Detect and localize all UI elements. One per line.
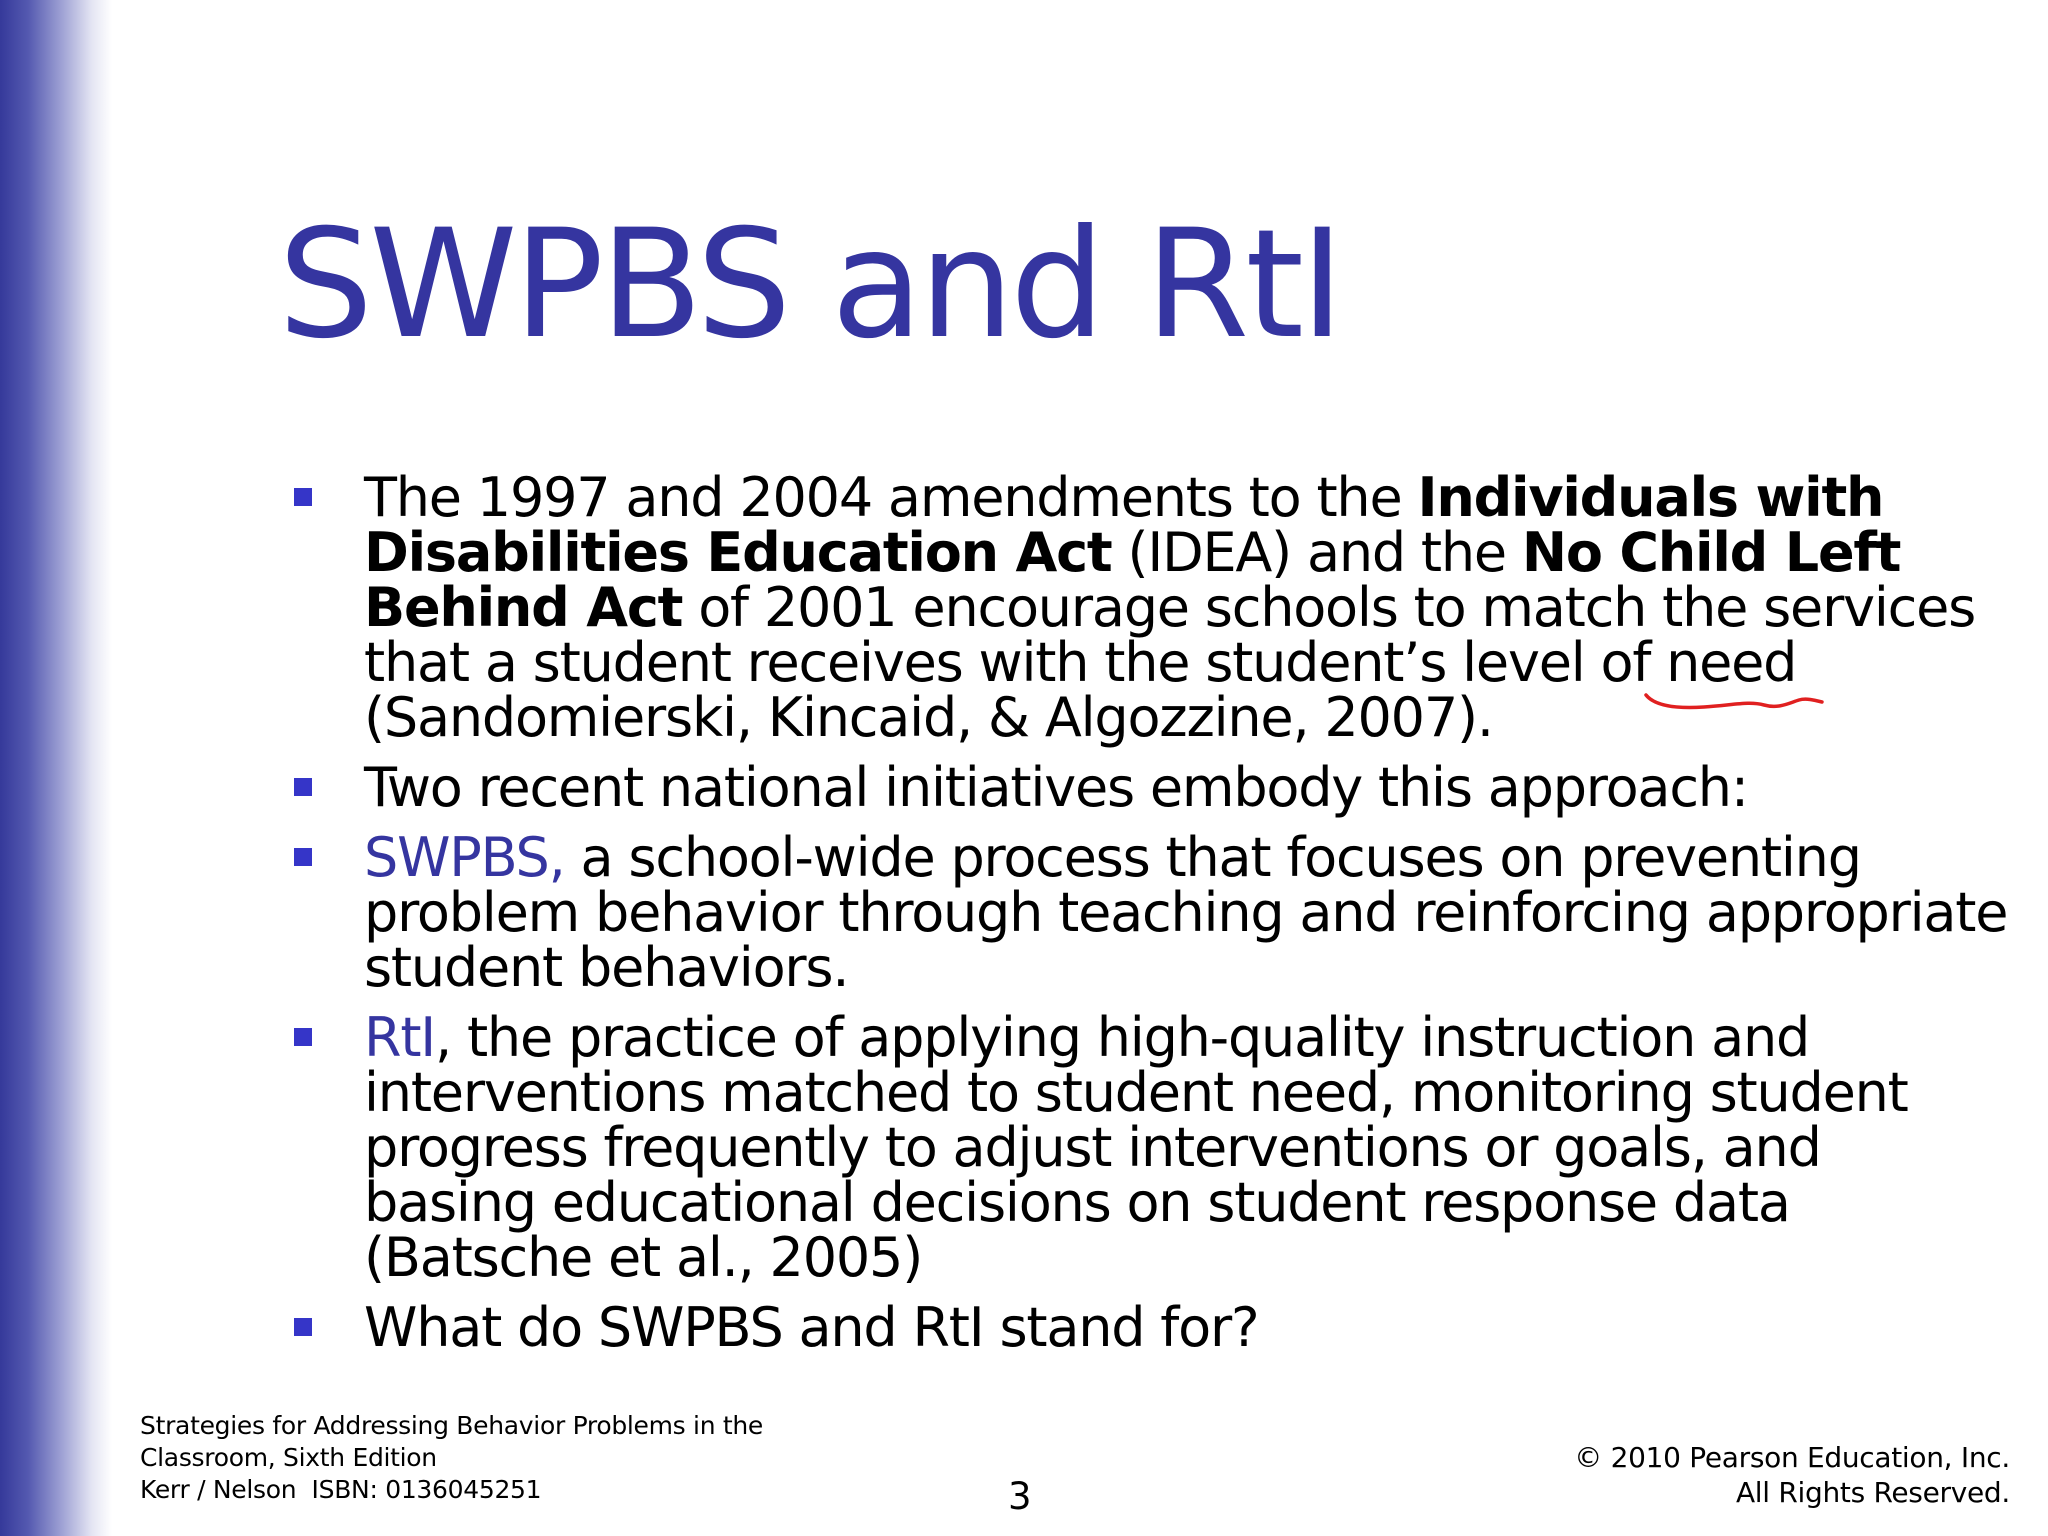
bullet-square-icon <box>294 488 312 506</box>
bullet-item-swpbs <box>288 826 2008 999</box>
bullet-text: of 2001 encourage schools to match the services that a student receives with the student’s level of <box>364 576 1976 694</box>
footer-authors-isbn: Kerr / Nelson ISBN: 0136045251 <box>140 1475 542 1504</box>
need-word-text: need <box>1666 631 1797 694</box>
bullet-text: Two recent national initiatives embody this approach: <box>364 756 1748 819</box>
bullet-list <box>288 466 2008 1370</box>
bullet-text: The 1997 and 2004 amendments to the <box>364 466 1418 529</box>
bullet-text: What do SWPBS and RtI stand for? <box>364 1296 1259 1359</box>
nclb-act-name: No Child Left Behind Act <box>364 521 1901 639</box>
need-word <box>1666 631 1796 694</box>
bullet-text: a school-wide process that focuses on preventing problem behavior through teaching and reinforcing appropriate student behaviors. <box>364 826 2008 999</box>
rights-reserved-line: All Rights Reserved. <box>1735 1476 2010 1509</box>
bullet-text: , the practice of applying high-quality instruction and interventions matched to student need, monitoring student progress frequently to adjust interventions or goals, and basing educational decisions on student response data (Batsche et al., 2005) <box>364 1006 1908 1289</box>
bullet-item-rti <box>288 1006 2008 1289</box>
slide-title: SWPBS and RtI <box>278 198 1341 372</box>
footer-book-title-line2: Classroom, Sixth Edition <box>140 1443 437 1472</box>
footer-book-title-line1: Strategies for Addressing Behavior Problems in the <box>140 1411 764 1440</box>
rti-term: RtI <box>364 1006 436 1069</box>
bullet-text: (Sandomierski, Kincaid, & Algozzine, 2007). <box>364 686 1493 749</box>
idea-act-name: Individuals with Disabilities Education Act <box>364 466 1884 584</box>
bullet-item-question <box>288 1296 2008 1359</box>
bullet-square-icon <box>294 1318 312 1336</box>
bullet-square-icon <box>294 778 312 796</box>
bullet-square-icon <box>294 1028 312 1046</box>
footer-book-info <box>140 1410 763 1506</box>
bullet-item-idea-nclb <box>288 466 2008 749</box>
page-number: 3 <box>1008 1475 1032 1518</box>
bullet-item-initiatives <box>288 756 2008 819</box>
bullet-text: (IDEA) and the <box>1111 521 1522 584</box>
copyright-line: © 2010 Pearson Education, Inc. <box>1574 1441 2010 1474</box>
swpbs-term: SWPBS, <box>364 826 565 889</box>
footer-copyright <box>1574 1440 2010 1510</box>
red-squiggle-underline-icon <box>1644 689 1824 715</box>
left-gradient-bar <box>0 0 112 1536</box>
bullet-square-icon <box>294 848 312 866</box>
